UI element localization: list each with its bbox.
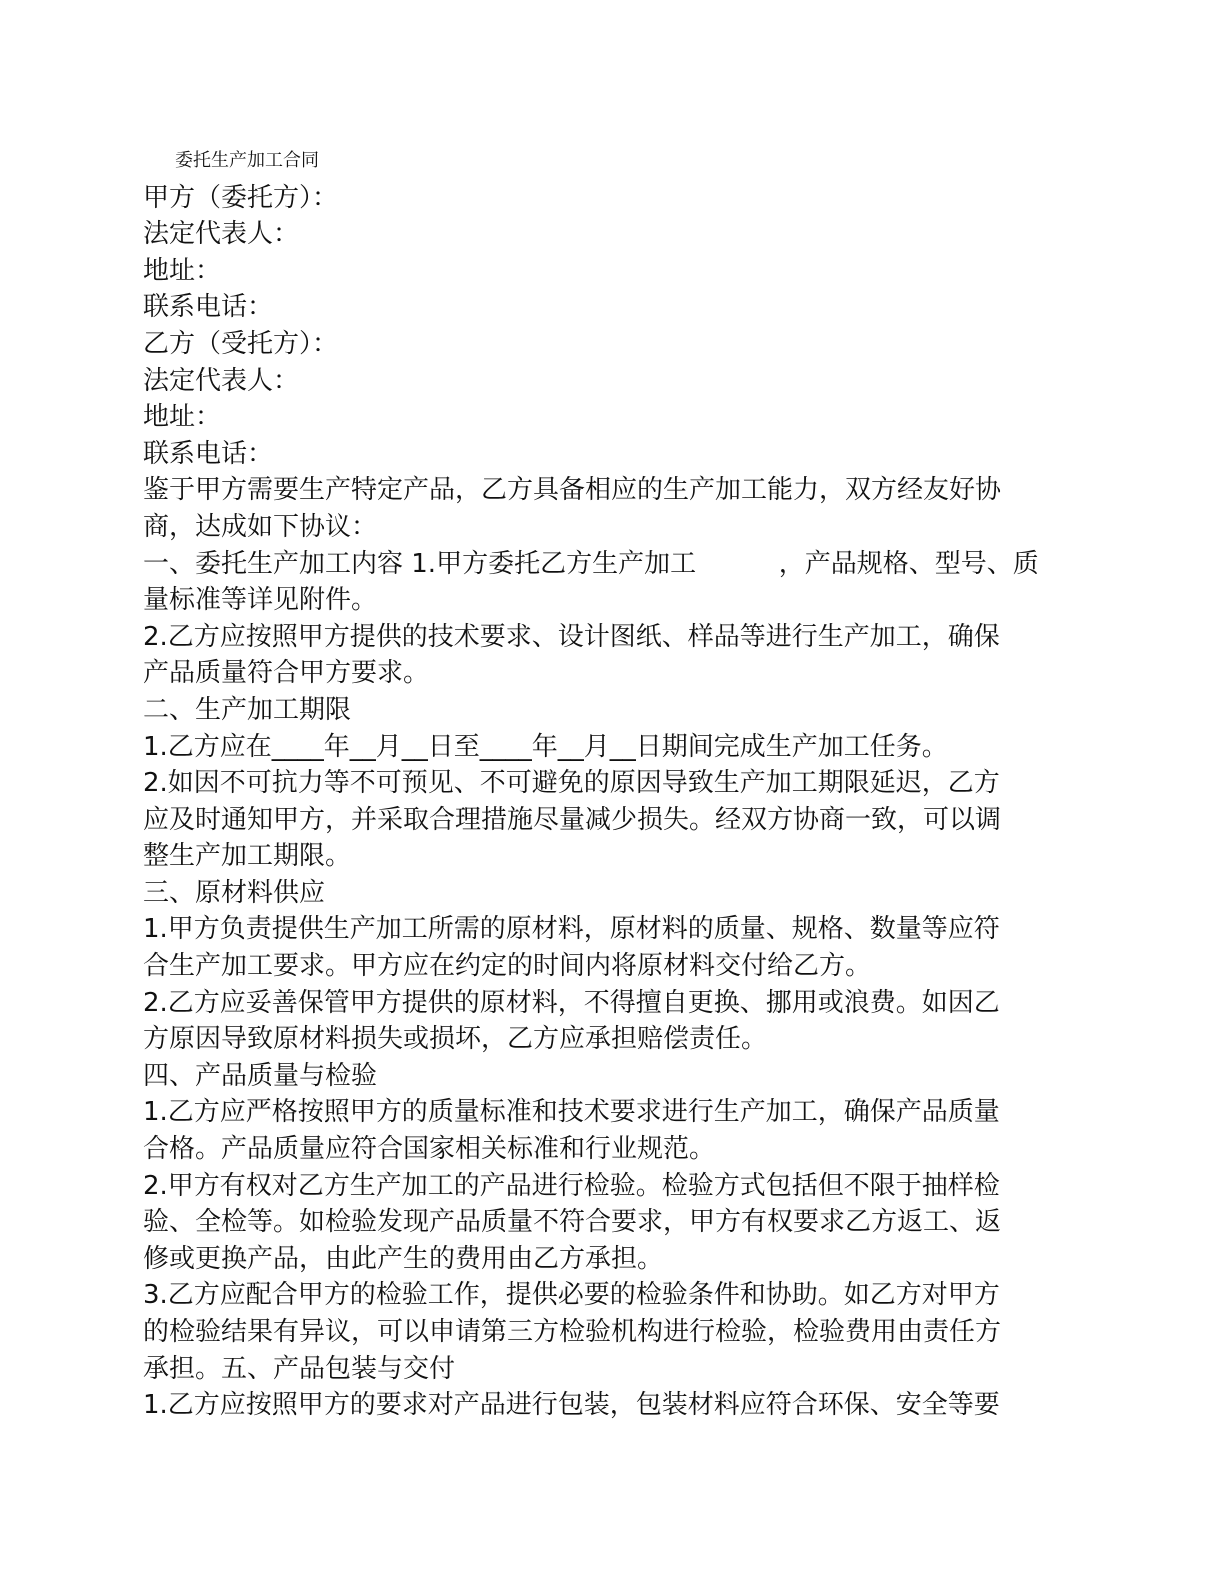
document-line: 合格。产品质量应符合国家相关标准和行业规范。 bbox=[143, 1134, 716, 1165]
document-line: 修或更换产品，由此产生的费用由乙方承担。 bbox=[143, 1243, 664, 1274]
document-line: 的检验结果有异议，可以申请第三方检验机构进行检验，检验费用由责任方 bbox=[143, 1317, 1002, 1347]
document-line: 一、委托生产加工内容 1.甲方委托乙方生产加工 ，产品规格、型号、质 bbox=[143, 548, 1039, 579]
document-line: 联系电话： bbox=[143, 438, 274, 469]
document-line: 1.乙方应在____年__月__日至____年__月__日期间完成生产加工任务。 bbox=[143, 731, 948, 762]
document-body bbox=[143, 180, 1078, 1424]
document-line: 3.乙方应配合甲方的检验工作，提供必要的检验条件和协助。如乙方对甲方 bbox=[143, 1280, 1000, 1311]
document-line: 地址： bbox=[143, 255, 222, 286]
document-line: 1.甲方负责提供生产加工所需的原材料，原材料的质量、规格、数量等应符 bbox=[143, 914, 1000, 945]
document-line: 应及时通知甲方，并采取合理措施尽量减少损失。经双方协商一致，可以调 bbox=[143, 804, 1002, 835]
document-line: 三、原材料供应 bbox=[143, 877, 326, 908]
document-line: 地址： bbox=[143, 402, 222, 433]
document-line: 1.乙方应按照甲方的要求对产品进行包装，包装材料应符合环保、安全等要 bbox=[143, 1390, 1000, 1421]
document-line: 2.乙方应妥善保管甲方提供的原材料，不得擅自更换、挪用或浪费。如因乙 bbox=[143, 987, 1000, 1018]
document-line: 乙方（受托方）： bbox=[143, 328, 339, 359]
document-line: 甲方（委托方）： bbox=[143, 182, 339, 213]
document-line: 量标准等详见附件。 bbox=[143, 585, 378, 616]
document-line: 产品质量符合甲方要求。 bbox=[143, 658, 430, 689]
document-line: 2.乙方应按照甲方提供的技术要求、设计图纸、样品等进行生产加工，确保 bbox=[143, 621, 1000, 652]
document-line: 法定代表人： bbox=[143, 365, 300, 396]
document-line: 合生产加工要求。甲方应在约定的时间内将原材料交付给乙方。 bbox=[143, 951, 872, 982]
document-line: 商，达成如下协议： bbox=[143, 511, 378, 542]
document-line: 联系电话： bbox=[143, 292, 274, 323]
document-line: 鉴于甲方需要生产特定产品，乙方具备相应的生产加工能力，双方经友好协 bbox=[143, 475, 1002, 506]
document-line: 承担。五、产品包装与交付 bbox=[143, 1353, 456, 1384]
document-line: 方原因导致原材料损失或损坏，乙方应承担赔偿责任。 bbox=[143, 1024, 768, 1055]
document-line: 整生产加工期限。 bbox=[143, 841, 352, 872]
document-line: 2.如因不可抗力等不可预见、不可避免的原因导致生产加工期限延迟，乙方 bbox=[143, 768, 1000, 799]
document-line: 四、产品质量与检验 bbox=[143, 1060, 378, 1091]
document-line: 2.甲方有权对乙方生产加工的产品进行检验。检验方式包括但不限于抽样检 bbox=[143, 1170, 1000, 1201]
document-line: 验、全检等。如检验发现产品质量不符合要求，甲方有权要求乙方返工、返 bbox=[143, 1207, 1002, 1238]
document-line: 法定代表人： bbox=[143, 219, 300, 250]
document-line: 二、生产加工期限 bbox=[143, 694, 352, 725]
document-title: 委托生产加工合同 bbox=[175, 150, 319, 171]
contract-page bbox=[143, 143, 1078, 1424]
document-line: 1.乙方应严格按照甲方的质量标准和技术要求进行生产加工，确保产品质量 bbox=[143, 1097, 1000, 1128]
